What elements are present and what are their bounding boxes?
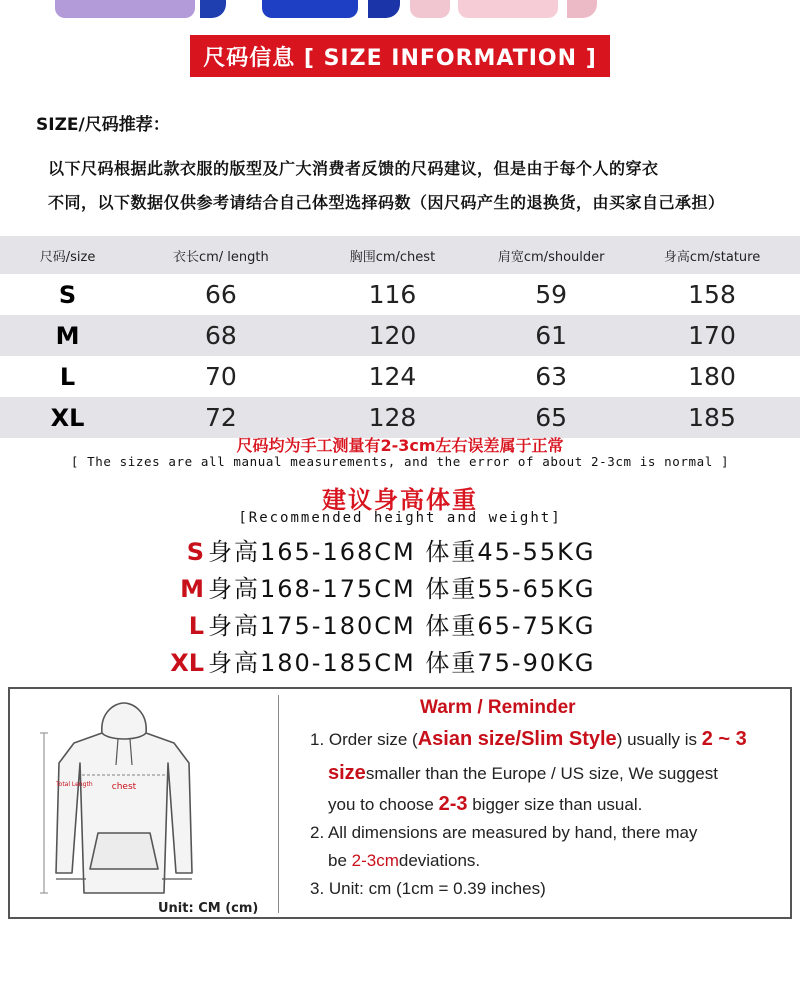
size-recommend-heading: SIZE/尺码推荐：: [36, 115, 170, 135]
height-weight-title: 建议身高体重: [322, 486, 478, 514]
cell-chest: 116: [368, 280, 417, 309]
cell-chest: 120: [307, 315, 479, 356]
cell-stature: 180: [688, 362, 736, 391]
cell-length: 66: [204, 280, 237, 309]
pink-hoodie-sleeve-swatch: [567, 0, 597, 18]
size-table-header: [0, 236, 800, 274]
reminder-title: Warm / Reminder: [420, 697, 576, 718]
reminder-panel: [8, 687, 792, 919]
cell-size: XL: [0, 397, 135, 438]
cell-stature: 158: [688, 280, 736, 309]
reminder-text: 1. Order size (: [310, 730, 418, 749]
reminder-item-2-line-1: [310, 823, 697, 843]
header-stature: 身高cm/stature: [624, 236, 800, 274]
height-weight-text: 身高175-180CM 体重65-75KG: [208, 612, 596, 640]
cell-shoulder: 61: [478, 315, 624, 356]
chest-label: chest: [111, 782, 137, 792]
cell-shoulder: 63: [535, 362, 568, 391]
height-weight-size: XL: [170, 649, 204, 677]
cell-length: 68: [135, 315, 306, 356]
reminder-text: ) usually is: [616, 730, 702, 749]
cell-length: 72: [135, 397, 306, 438]
recommend-text-line-1: 以下尺码根据此款衣服的版型及广大消费者反馈的尺码建议，但是由于每个人的穿衣: [48, 159, 659, 178]
cell-chest: 124: [368, 362, 417, 391]
height-weight-size: S: [186, 538, 204, 566]
reminder-item-1-line-3: [328, 793, 642, 816]
cell-length: 70: [204, 362, 237, 391]
height-weight-size: L: [188, 612, 204, 640]
product-color-swatches: [0, 0, 800, 20]
blue-hoodie-sleeve-swatch: [200, 0, 226, 18]
height-weight-row: [170, 569, 595, 604]
reminder-text: deviations.: [398, 851, 481, 870]
reminder-text: you to choose: [328, 795, 439, 814]
blue-hoodie-sleeve-swatch: [368, 0, 400, 18]
reminder-text: smaller than the Europe / US size, We suggest: [365, 764, 718, 783]
cell-stature: 170: [624, 315, 800, 356]
total-length-label: Total Length: [56, 781, 93, 788]
header-shoulder: 肩宽cm/shoulder: [478, 236, 624, 274]
cell-size: M: [0, 315, 135, 356]
reminder-highlight: 2 ~ 3: [701, 728, 747, 750]
cell-size: L: [59, 362, 76, 391]
cell-chest: 128: [307, 397, 479, 438]
header-chest: 胸围cm/chest: [307, 236, 479, 274]
pink-hoodie-sleeve-swatch: [410, 0, 450, 18]
height-weight-subtitle: [Recommended height and weight]: [238, 510, 562, 526]
recommend-text-line-2: 不同，以下数据仅供参考请结合自己体型选择码数（因尺码产生的退换货，由买家自己承担）: [48, 193, 725, 212]
reminder-item-1-line-1: [310, 728, 747, 751]
table-row: [0, 315, 800, 356]
reminder-highlight: Asian size/Slim Style: [417, 728, 617, 750]
hoodie-pocket-outline: [90, 833, 158, 869]
reminder-text: be: [328, 851, 352, 870]
height-weight-text: 身高165-168CM 体重45-55KG: [208, 538, 596, 566]
hoodie-diagram: [14, 693, 274, 903]
height-weight-size: M: [180, 575, 204, 603]
header-length: 衣长cm/ length: [135, 236, 306, 274]
cell-stature: 185: [624, 397, 800, 438]
measurement-note-cn: 尺码均为手工测量有2-3cm左右误差属于正常: [236, 436, 564, 455]
reminder-item-1-line-2: [328, 762, 718, 785]
table-row: [0, 397, 800, 438]
table-row: [0, 274, 800, 315]
height-weight-text: 身高168-175CM 体重55-65KG: [208, 575, 596, 603]
panel-divider: [278, 695, 279, 913]
section-title: 尺码信息 [ SIZE INFORMATION ]: [190, 35, 610, 77]
table-row: [0, 356, 800, 397]
reminder-highlight: size: [328, 762, 366, 784]
cell-shoulder: 59: [535, 280, 568, 309]
diagram-unit-label: Unit: CM (cm): [158, 901, 259, 916]
height-weight-row: [170, 606, 595, 641]
reminder-text: bigger size than usual.: [467, 795, 643, 814]
height-weight-text: 身高180-185CM 体重75-90KG: [208, 649, 596, 677]
reminder-text: 2. All dimensions are measured by hand, there may: [310, 823, 698, 842]
cell-size: S: [58, 280, 77, 309]
size-table: [0, 236, 800, 438]
cell-shoulder: 65: [478, 397, 624, 438]
blue-hoodie-swatch: [262, 0, 358, 18]
pink-hoodie-swatch: [458, 0, 558, 18]
reminder-highlight: 2-3cm: [351, 851, 399, 870]
measurement-note-en: [ The sizes are all manual measurements, and the error of about 2-3cm is normal ]: [70, 454, 730, 469]
height-weight-row: [170, 532, 595, 567]
purple-hoodie-swatch: [55, 0, 195, 18]
height-weight-row: [170, 643, 595, 678]
reminder-item-3: 3. Unit: cm (1cm = 0.39 inches): [310, 879, 546, 898]
reminder-highlight: 2-3: [438, 793, 468, 815]
header-size: 尺码/size: [0, 236, 135, 274]
hoodie-hood-outline: [102, 703, 146, 739]
reminder-item-2-line-2: [328, 851, 480, 871]
